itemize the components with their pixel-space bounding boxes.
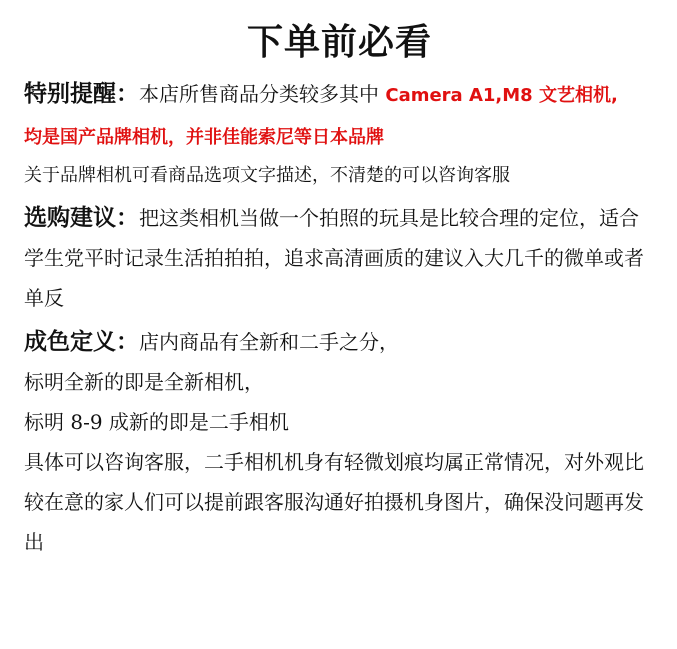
special-reminder	[24, 74, 655, 158]
condition-definition-text: 店内商品有全新和二手之分，	[139, 330, 399, 354]
condition-new-line: 标明全新的即是全新相机，	[24, 370, 264, 394]
highlight-domestic-brand: 均是国产品牌相机，并非佳能索尼等日本品牌	[24, 127, 384, 148]
condition-detail: 具体可以咨询客服，二手相机机身有轻微划痕均属正常情况，对外观比较在意的家人们可以提前跟客服沟通好拍摄机身图片，确保没问题再发出	[24, 450, 644, 554]
special-reminder-heading: 特别提醒：	[24, 80, 139, 107]
purchase-advice-text: 把这类相机当做一个拍照的玩具是比较合理的定位，适合学生党平时记录生活拍拍拍，追求高清画质的建议入大几千的微单或者单反	[24, 206, 644, 310]
purchase-advice	[24, 198, 655, 318]
condition-definition	[24, 322, 655, 362]
brand-note: 关于品牌相机可看商品选项文字描述，不清楚的可以咨询客服	[24, 165, 510, 186]
condition-used-line: 标明 8-9 成新的即是二手相机	[24, 410, 289, 434]
condition-definition-heading: 成色定义：	[24, 328, 139, 355]
special-reminder-text: 本店所售商品分类较多其中	[139, 82, 386, 106]
highlight-camera-models: Camera A1,M8 文艺相机,	[385, 85, 618, 106]
page-title: 下单前必看	[246, 21, 432, 63]
purchase-advice-heading: 选购建议：	[24, 204, 139, 231]
